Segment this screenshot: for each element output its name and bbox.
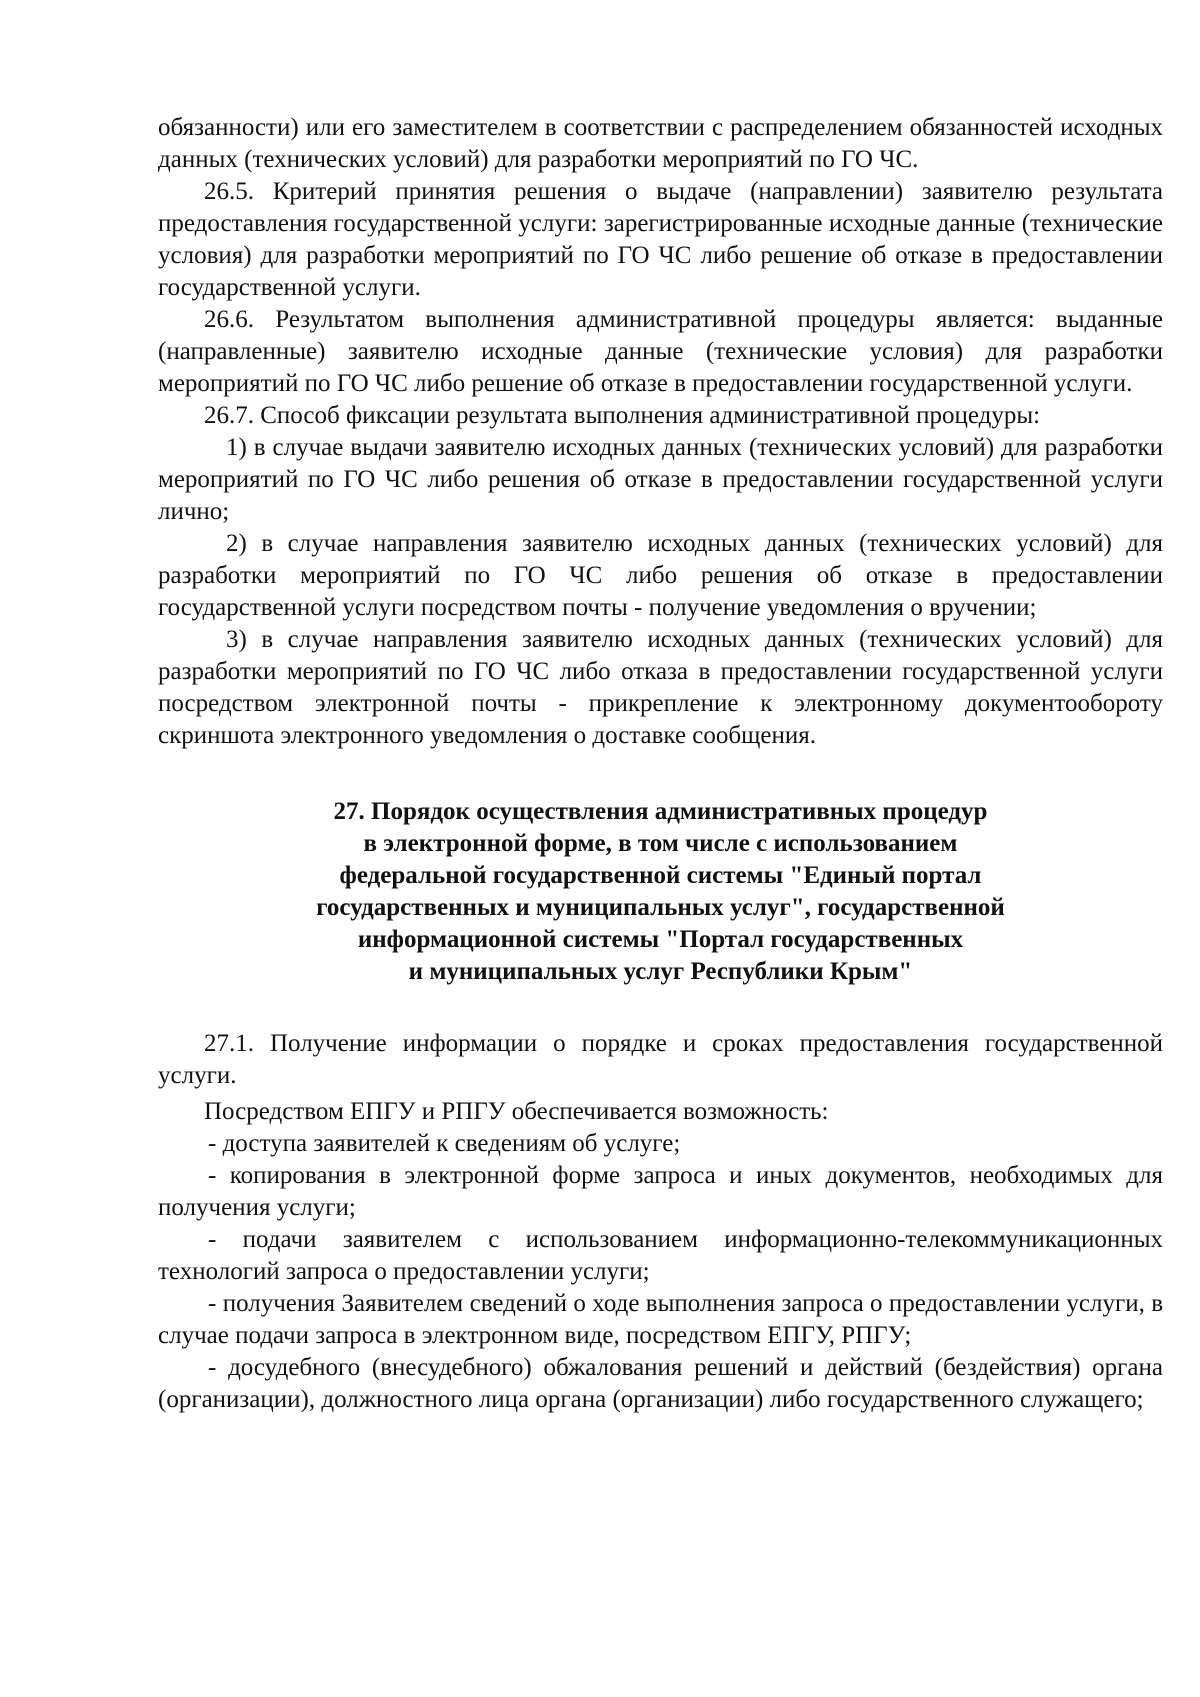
section-heading-27	[158, 796, 1163, 988]
list-item-3: 3) в случае направления заявителю исходных данных (технических условий) для разработки мероприятий по ГО ЧС либо отказа в предоставлении государственной услуги посредством электронной почты - прикрепление к электронному документообороту скриншота электронного уведомления о доставке сообщения.	[158, 626, 1163, 749]
dash-item-copying: - копирования в электронной форме запроса и иных документов, необходимых для получения услуги;	[158, 1162, 1163, 1221]
heading-line-3: федеральной государственной системы "Единый портал	[339, 862, 982, 889]
dash-item-submission: - подачи заявителем с использованием информационно-телекоммуникационных технологий запроса о предоставлении услуги;	[158, 1226, 1163, 1285]
heading-line-2: в электронной форме, в том числе с использованием	[363, 830, 958, 857]
paragraph-possibilities-intro: Посредством ЕПГУ и РПГУ обеспечивается возможность:	[204, 1098, 829, 1125]
heading-line-1: 27. Порядок осуществления административных процедур	[333, 798, 988, 825]
paragraph-continuation: обязанности) или его заместителем в соответствии с распределением обязанностей исходных данных (технических условий) для разработки мероприятий по ГО ЧС.	[158, 114, 1163, 173]
heading-line-5: информационной системы "Портал государственных	[357, 926, 964, 953]
dash-item-access: - доступа заявителей к сведениям об услуге;	[208, 1130, 681, 1157]
list-item-1: 1) в случае выдачи заявителю исходных данных (технических условий) для разработки мероприятий по ГО ЧС либо решения об отказе в предоставлении государственной услуги лично;	[158, 434, 1163, 525]
dash-item-status: - получения Заявителем сведений о ходе выполнения запроса о предоставлении услуги, в случае подачи запроса в электронном виде, посредством ЕПГУ, РПГУ;	[158, 1290, 1163, 1349]
paragraph-26-6: 26.6. Результатом выполнения административной процедуры является: выданные (направленные) заявителю исходные данные (технические условия) для разработки мероприятий по ГО ЧС либо решение об отказе в предоставлении государственной услуги.	[158, 306, 1163, 397]
paragraph-27-1: 27.1. Получение информации о порядке и сроках предоставления государственной услуги.	[158, 1030, 1163, 1089]
paragraph-26-7: 26.7. Способ фиксации результата выполнения административной процедуры:	[204, 402, 1041, 429]
dash-item-appeal: - досудебного (внесудебного) обжалования решений и действий (бездействия) органа (организации), должностного лица органа (организации) либо государственного служащего;	[158, 1354, 1163, 1413]
document-body	[158, 112, 1163, 1416]
heading-line-4: государственных и муниципальных услуг", государственной	[316, 894, 1005, 921]
heading-line-6: и муниципальных услуг Республики Крым"	[408, 958, 913, 985]
list-item-2: 2) в случае направления заявителю исходных данных (технических условий) для разработки мероприятий по ГО ЧС либо решения об отказе в предоставлении государственной услуги посредством почты - получение уведомления о вручении;	[158, 530, 1163, 621]
paragraph-26-5: 26.5. Критерий принятия решения о выдаче (направлении) заявителю результата предоставления государственной услуги: зарегистрированные исходные данные (технические условия) для разработки мероприятий по ГО ЧС либо решение об отказе в предоставлении государственной услуги.	[158, 178, 1163, 301]
